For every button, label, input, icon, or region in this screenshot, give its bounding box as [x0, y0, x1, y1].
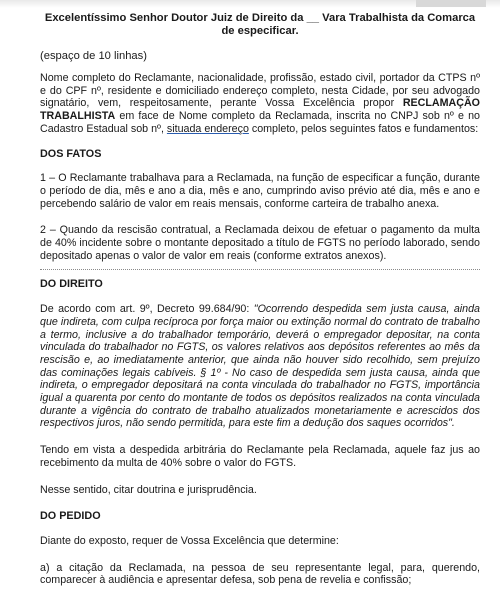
- direito-quote: "Ocorrendo despedida sem justa causa, ainda que indireta, com culpa recíproca por força maior ou extinção normal do contrato de trabalho a termo, inclusive a do trabalhador temporário, deverá o empregador depositar, na conta vinculada do trabalhador no FGTS, os valores relativos aos depósitos referentes ao mês da rescisão e, ao imediatamente anterior, que ainda não houver sido recolhido, sem prejuízo das cominações legais cabíveis. § 1º - No caso de despedida sem justa causa, ainda que indireta, o empregador depositará na conta vinculada do trabalhador no FGTS, importância igual a quarenta por cento do montante de todos os depósitos realizados na conta vinculada durante a vigência do contrato de trabalho atualizados monetariamente e acrescidos dos respectivos juros, não sendo permitida, para este fim a dedução dos saques ocorridos".: [40, 303, 480, 430]
- intro-text-1: Nome completo do Reclamante, nacionalidade, profissão, estado civil, portador da CTPS nº e do CPF nº, residente e domiciliado endereço completo, nesta Cidade, por seu advogado signatário, vem, respeitosamente, perante Vossa Excelência propor: [40, 72, 480, 110]
- heading-line-1: Excelentíssimo Senhor Doutor Juiz de Direito da __ Vara Trabalhista da Comarca: [44, 12, 476, 24]
- section-title-pedido: DO PEDIDO: [40, 510, 101, 523]
- intro-paragraph: [40, 72, 480, 136]
- heading-line-2: de especificar.: [221, 25, 299, 37]
- direito-paragraph-2: Tendo em vista a despedida arbitrária do Reclamante pela Reclamada, aquele faz jus ao recebimento da multa de 40% sobre o valor do FGTS.: [40, 444, 480, 469]
- pedido-paragraph-2: a) a citação da Reclamada, na pessoa de seu representante legal, para, querendo, comparecer à audiência e apresentar defesa, sob pena de revelia e confissão;: [40, 561, 480, 587]
- fatos-paragraph-2: 2 – Quando da rescisão contratual, a Reclamada deixou de efetuar o pagamento da multa de 40% incidente sobre o montante depositado a título de FGTS no período laborado, sendo depositado apenas o valor de valor em reais (conforme extratos anexos).: [40, 224, 480, 262]
- direito-paragraph-3: Nesse sentido, citar doutrina e jurisprudência.: [40, 483, 257, 496]
- intro-underlined: situada endereço: [166, 122, 249, 135]
- corner-stamp: [416, 0, 486, 7]
- intro-text-3: completo, pelos seguintes fatos e fundamentos:: [248, 122, 479, 135]
- section-title-direito: DO DIREITO: [40, 278, 103, 291]
- intro-text-2: em face de Nome completo da Reclamada, inscrita no CNPJ sob nº e no Cadastro Estadual sob nº,: [40, 110, 480, 135]
- direito-prefix: De acordo com art. 9º, Decreto 99.684/90:: [40, 303, 254, 316]
- section-title-fatos: DOS FATOS: [40, 147, 102, 160]
- document-heading: [40, 12, 480, 38]
- direito-paragraph-1: [40, 303, 480, 430]
- section-divider: [40, 269, 480, 270]
- document-body: [40, 72, 480, 601]
- intro-bold-title: RECLAMAÇÃO TRABALHISTA: [40, 97, 480, 123]
- pedido-paragraph-1: Diante do exposto, requer de Vossa Excelência que determine:: [40, 534, 339, 547]
- fatos-paragraph-1: 1 – O Reclamante trabalhava para a Reclamada, na função de especificar a função, durante o período de dia, mês e ano a dia, mês e ano, cumprindo aviso prévio até dia, mês e ano e percebendo salário de valor em reais mensais, conforme carteira de trabalho anexa.: [40, 172, 480, 210]
- spacing-note: (espaço de 10 linhas): [40, 50, 147, 62]
